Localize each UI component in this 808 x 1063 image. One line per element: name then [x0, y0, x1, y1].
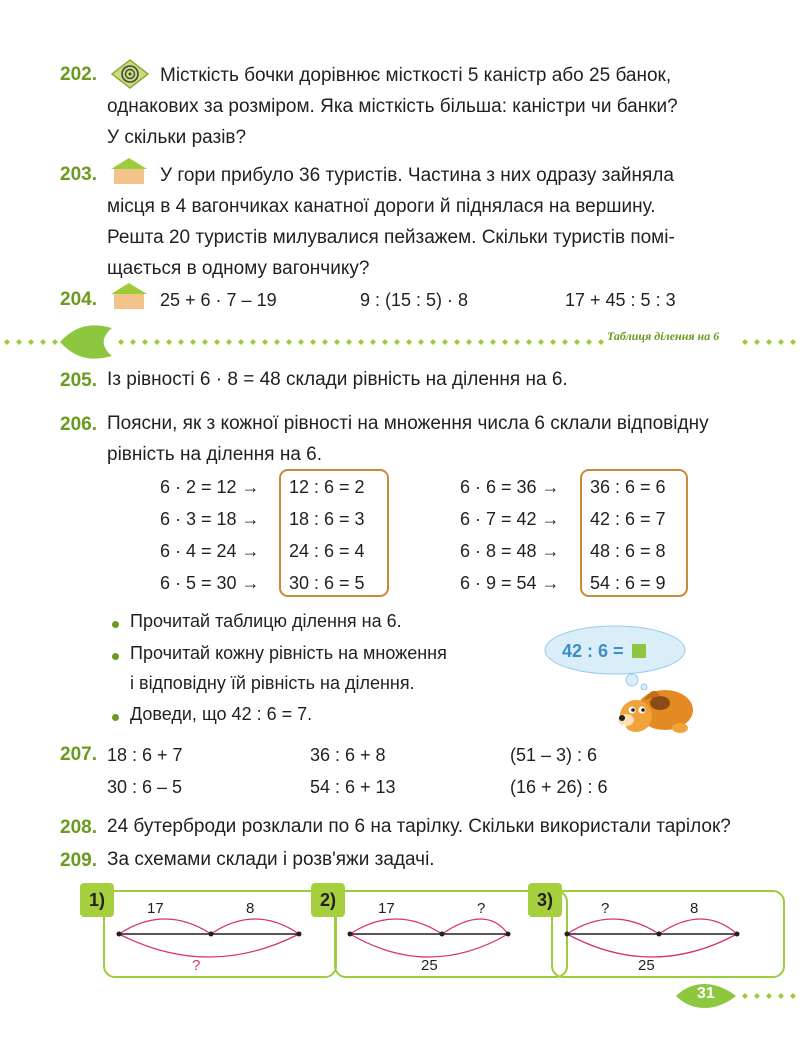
expression: (16 + 26) : 6	[510, 777, 608, 797]
problem-206-text: Поясни, як з кожної рівності на множення числа 6 склали відповідну	[107, 413, 709, 434]
house-icon	[108, 281, 150, 311]
section-title: Таблиця ділення на 6	[607, 329, 720, 343]
problem-206-text-line2: рівність на ділення на 6.	[107, 444, 323, 465]
expression: 25 + 6 · 7 – 19	[160, 290, 277, 310]
multiplication-equation: 6 · 6 = 36 →	[460, 477, 560, 497]
problem-203-text-line2: місця в 4 вагончиках канатної дороги й піднялася на вершину.	[107, 196, 656, 217]
expression: 36 : 6 + 8	[310, 745, 386, 765]
problem-209-text: За схемами склади і розв'яжи задачі.	[107, 849, 435, 870]
problem-202-text-line2: однакових за розміром. Яка місткість більша: каністри чи банки?	[107, 96, 678, 117]
total-label: 25	[638, 957, 655, 974]
division-equation: 48 : 6 = 8	[590, 541, 666, 561]
dog-icon	[610, 670, 700, 740]
problem-203-number: 203.	[60, 164, 97, 185]
division-equation: 30 : 6 = 5	[289, 573, 365, 593]
segment-label: 17	[147, 900, 164, 917]
segment-label: 8	[690, 900, 699, 917]
expression: (51 – 3) : 6	[510, 745, 598, 765]
segment-diagram	[103, 890, 333, 974]
problem-203-text-line4: щається в одному вагончику?	[107, 258, 370, 279]
bullet-text: Прочитай таблицю ділення на 6.	[130, 611, 402, 631]
problem-208-number: 208.	[60, 817, 97, 838]
problem-207-number: 207.	[60, 744, 97, 765]
bullet-dot-icon	[112, 653, 119, 660]
problem-209-number: 209.	[60, 850, 97, 871]
multiplication-equation: 6 · 8 = 48 →	[460, 541, 560, 561]
expression: 18 : 6 + 7	[107, 745, 183, 765]
problem-205-text: Із рівності 6 · 8 = 48 склади рівність на ділення на 6.	[107, 369, 568, 390]
segment-label: ?	[477, 900, 486, 917]
problem-204-number: 204.	[60, 289, 97, 310]
segment-diagram	[551, 890, 781, 974]
bullet-text: і відповідну їй рівність на ділення.	[130, 673, 415, 693]
expression: 54 : 6 + 13	[310, 777, 396, 797]
segment-label: 17	[378, 900, 395, 917]
segment-label: 8	[246, 900, 255, 917]
circle-target-icon	[110, 58, 150, 90]
multiplication-equation: 6 · 7 = 42 →	[460, 509, 560, 529]
house-icon	[108, 156, 150, 186]
bullet-dot-icon	[112, 714, 119, 721]
multiplication-equation: 6 · 3 = 18 →	[160, 509, 260, 529]
scheme-label: 1)	[80, 883, 114, 917]
cloud-text: 42 : 6 =	[562, 641, 624, 661]
multiplication-equation: 6 · 9 = 54 →	[460, 573, 560, 593]
total-label: 25	[421, 957, 438, 974]
bullet-text: Доведи, що 42 : 6 = 7.	[130, 704, 313, 724]
multiplication-equation: 6 · 4 = 24 →	[160, 541, 260, 561]
problem-203-text-line3: Решта 20 туристів милувалися пейзажем. Скільки туристів помі-	[107, 227, 675, 248]
division-equation: 18 : 6 = 3	[289, 509, 365, 529]
answer-square-icon	[632, 644, 646, 658]
problem-202-text: Місткість бочки дорівнює місткості 5 каністр або 25 банок,	[160, 65, 672, 86]
multiplication-equation: 6 · 5 = 30 →	[160, 573, 260, 593]
division-equation: 54 : 6 = 9	[590, 573, 666, 593]
problem-205-number: 205.	[60, 370, 97, 391]
scheme-label: 3)	[528, 883, 562, 917]
bullet-dot-icon	[112, 621, 119, 628]
bullet-text: Прочитай кожну рівність на множення	[130, 643, 447, 663]
expression: 9 : (15 : 5) · 8	[360, 290, 469, 310]
problem-202-text-line3: У скільки разів?	[107, 127, 247, 148]
problem-208-text: 24 бутерброди розклали по 6 на тарілку. Скільки використали тарілок?	[107, 816, 731, 837]
page-number-badge	[672, 978, 808, 1014]
expression: 30 : 6 – 5	[107, 777, 183, 797]
page-number: 31	[697, 985, 715, 1002]
division-equation: 24 : 6 = 4	[289, 541, 365, 561]
multiplication-equation: 6 · 2 = 12 →	[160, 477, 260, 497]
problem-206-number: 206.	[60, 414, 97, 435]
division-equation: 36 : 6 = 6	[590, 477, 666, 497]
segment-label: ?	[601, 900, 610, 917]
problem-203-text: У гори прибуло 36 туристів. Частина з них одразу зайняла	[160, 165, 674, 186]
problem-202-number: 202.	[60, 64, 97, 85]
division-equation: 12 : 6 = 2	[289, 477, 365, 497]
expression: 17 + 45 : 5 : 3	[565, 290, 676, 310]
division-equation: 42 : 6 = 7	[590, 509, 666, 529]
scheme-label: 2)	[311, 883, 345, 917]
total-label: ?	[192, 957, 201, 974]
